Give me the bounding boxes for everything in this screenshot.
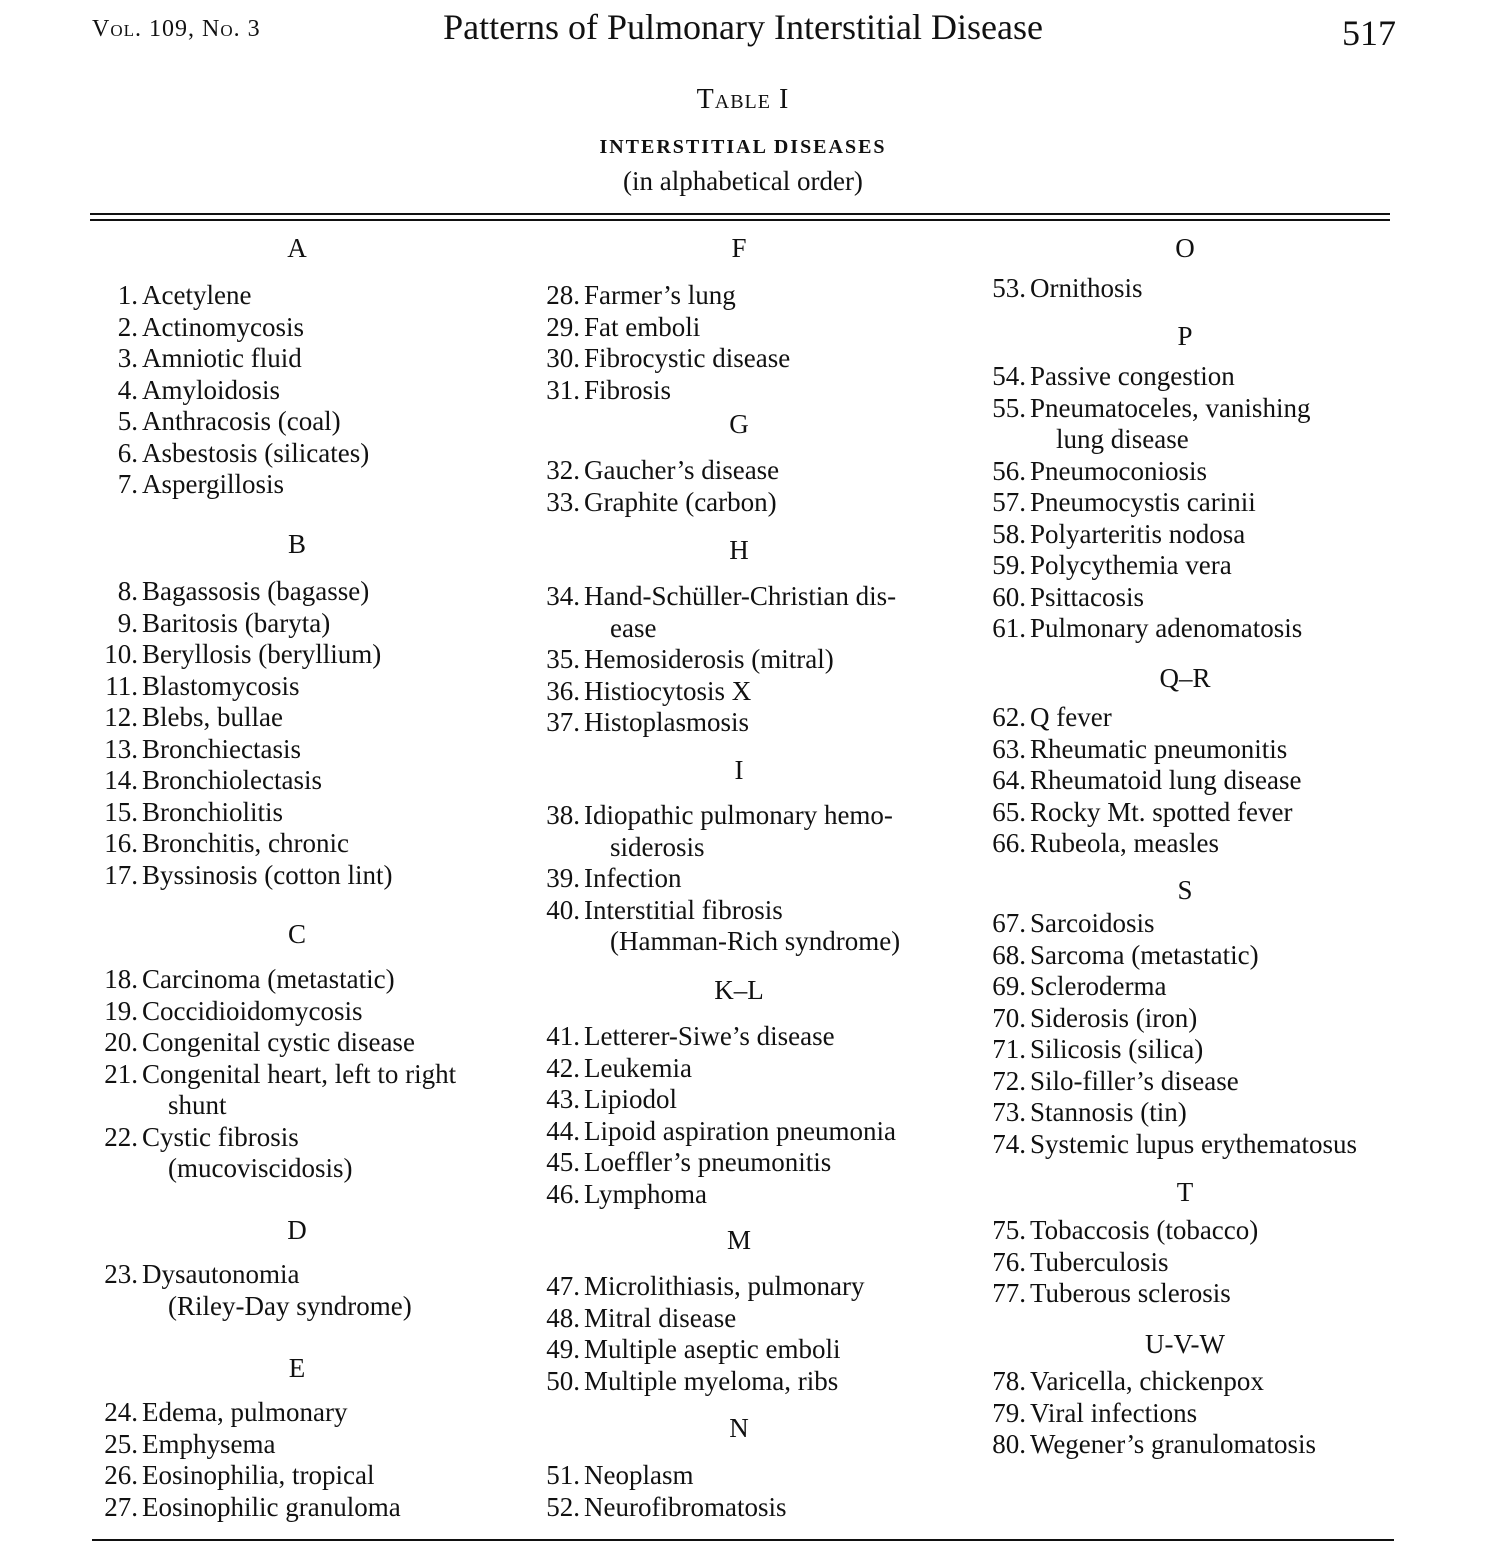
entry-name: Emphysema: [142, 1428, 276, 1459]
entry-name: Loeffler’s pneumonitis: [584, 1147, 832, 1177]
disease-entry: [534, 1460, 693, 1492]
entry-name: Amyloidosis: [142, 374, 281, 405]
section-heading: H: [729, 535, 749, 565]
disease-entry: [92, 280, 251, 312]
entry-name: Aspergillosis: [142, 469, 285, 499]
entry-name: Silo-filler’s disease: [1030, 1065, 1239, 1096]
disease-entry: [92, 671, 300, 703]
disease-entry: [980, 582, 1144, 614]
disease-entry: [92, 1059, 456, 1122]
section-heading: P: [1177, 321, 1193, 351]
entry-number: 76.: [992, 1246, 1026, 1277]
disease-entry: [534, 707, 749, 739]
entry-name: Blebs, bullae: [142, 702, 283, 732]
entry-name: Q fever: [1030, 702, 1112, 732]
disease-entry: [534, 644, 834, 676]
disease-entry: [980, 908, 1155, 940]
entry-number: 75.: [992, 1215, 1026, 1245]
entry-number: 67.: [992, 908, 1026, 938]
entry-continuation: ease: [610, 612, 657, 643]
entry-name: Infection: [584, 863, 682, 893]
entry-name: Bagassosis (bagasse): [142, 576, 370, 606]
disease-entry: [92, 469, 284, 501]
disease-entry: [534, 581, 896, 644]
entry-number: 21.: [104, 1058, 138, 1089]
entry-name: Farmer’s lung: [584, 280, 736, 310]
entry-name: Varicella, chickenpox: [1030, 1366, 1264, 1396]
entry-name: Rubeola, measles: [1030, 828, 1219, 858]
entry-number: 59.: [992, 550, 1026, 580]
entry-name: Baritosis (baryta): [142, 607, 331, 638]
entry-name: Pneumocystis carinii: [1030, 487, 1256, 517]
entry-number: 65.: [992, 796, 1026, 827]
disease-entry: [980, 393, 1310, 456]
section-heading: Q–R: [1159, 663, 1211, 693]
entry-number: 54.: [992, 361, 1026, 391]
disease-entry: [980, 1398, 1197, 1430]
entry-number: 18.: [104, 964, 138, 994]
entry-name: Idiopathic pulmonary hemo-: [584, 800, 893, 830]
entry-name: Bronchiolitis: [142, 796, 283, 827]
entry-number: 49.: [546, 1334, 580, 1364]
disease-entry: [980, 1129, 1357, 1161]
entry-name: Lipiodol: [584, 1084, 677, 1114]
entry-number: 37.: [546, 707, 580, 737]
entry-name: Byssinosis (cotton lint): [142, 859, 393, 890]
disease-entry: [92, 608, 330, 640]
entry-number: 45.: [546, 1147, 580, 1177]
entry-number: 71.: [992, 1034, 1026, 1064]
entry-number: 7.: [117, 469, 138, 499]
entry-name: Hand-Schüller-Christian dis-: [584, 581, 897, 611]
entry-number: 53.: [992, 273, 1026, 303]
entry-name: Actinomycosis: [142, 311, 304, 342]
entry-number: 78.: [992, 1366, 1026, 1396]
entry-number: 32.: [546, 455, 580, 485]
disease-entry: [534, 1366, 838, 1398]
entry-name: Gaucher’s disease: [584, 455, 780, 485]
entry-name: Acetylene: [142, 280, 252, 310]
section-heading: C: [287, 919, 306, 949]
entry-name: Bronchiectasis: [142, 733, 301, 764]
disease-entry: [980, 1003, 1197, 1035]
entry-number: 17.: [104, 859, 138, 890]
entry-number: 23.: [104, 1259, 138, 1289]
entry-name: Neurofibromatosis: [584, 1491, 787, 1522]
disease-entry: [92, 312, 304, 344]
entry-name: Ornithosis: [1030, 273, 1143, 303]
disease-entry: [92, 765, 322, 797]
disease-entry: [534, 1179, 707, 1211]
entry-number: 64.: [992, 765, 1026, 795]
disease-entry: [534, 312, 700, 344]
section-heading: D: [287, 1215, 307, 1245]
entry-number: 9.: [117, 607, 138, 638]
entry-continuation: (mucoviscidosis): [168, 1153, 353, 1183]
disease-entry: [92, 860, 393, 892]
entry-name: Blastomycosis: [142, 670, 300, 701]
entry-number: 80.: [992, 1429, 1026, 1459]
disease-entry: [534, 1334, 840, 1366]
entry-number: 24.: [104, 1397, 138, 1427]
entry-number: 57.: [992, 487, 1026, 517]
disease-entry: [980, 940, 1259, 972]
entry-number: 36.: [546, 675, 580, 706]
entry-name: Letterer-Siwe’s disease: [584, 1021, 835, 1051]
entry-name: Viral infections: [1030, 1397, 1198, 1428]
entry-number: 42.: [546, 1052, 580, 1083]
entry-name: Lymphoma: [584, 1178, 707, 1209]
entry-continuation: lung disease: [1056, 424, 1189, 454]
disease-entry: [534, 1303, 736, 1335]
section-heading: F: [731, 233, 747, 263]
section-heading: B: [287, 529, 306, 559]
entry-number: 79.: [992, 1397, 1026, 1428]
disease-entry: [534, 1021, 835, 1053]
entry-name: Hemosiderosis (mitral): [584, 644, 834, 674]
entry-number: 66.: [992, 828, 1026, 858]
entry-number: 29.: [546, 311, 580, 342]
entry-name: Leukemia: [584, 1052, 692, 1083]
disease-entry: [92, 576, 369, 608]
disease-entry: [980, 765, 1301, 797]
entry-number: 33.: [546, 486, 580, 517]
disease-entry: [980, 702, 1112, 734]
running-head-title: Patterns of Pulmonary Interstitial Disease: [443, 7, 1043, 47]
entry-name: Pneumoconiosis: [1030, 455, 1208, 486]
table-top-rule: [90, 213, 1390, 215]
disease-entry: [534, 1271, 864, 1303]
disease-entry: [92, 1122, 352, 1185]
page-number: 517: [1342, 13, 1396, 53]
entry-number: 63.: [992, 733, 1026, 764]
entry-number: 16.: [104, 828, 138, 858]
disease-entry: [92, 1429, 275, 1461]
disease-entry: [534, 1116, 896, 1148]
entry-name: Bronchitis, chronic: [142, 828, 349, 858]
disease-entry: [92, 797, 283, 829]
disease-entry: [92, 1492, 401, 1524]
section-heading: G: [729, 409, 749, 439]
disease-entry: [534, 1147, 831, 1179]
section-heading: M: [726, 1225, 751, 1255]
disease-entry: [980, 613, 1302, 645]
entry-name: Rheumatoid lung disease: [1030, 765, 1302, 795]
entry-number: 2.: [117, 311, 138, 342]
entry-name: Pneumatoceles, vanishing: [1030, 392, 1311, 423]
entry-number: 40.: [546, 894, 580, 925]
entry-name: Tuberculosis: [1030, 1246, 1169, 1277]
section-heading: A: [287, 233, 307, 263]
section-heading: E: [288, 1353, 306, 1383]
disease-entry: [980, 1097, 1187, 1129]
entry-name: Coccidioidomycosis: [142, 995, 363, 1026]
entry-name: Stannosis (tin): [1030, 1097, 1187, 1127]
disease-entry: [92, 702, 283, 734]
entry-name: Siderosis (iron): [1030, 1002, 1198, 1033]
disease-entry: [92, 964, 395, 996]
disease-entry: [92, 438, 369, 470]
disease-entry: [534, 375, 671, 407]
entry-name: Dysautonomia: [142, 1259, 300, 1289]
entry-number: 41.: [546, 1021, 580, 1051]
entry-continuation: shunt: [168, 1090, 227, 1120]
disease-entry: [92, 1027, 415, 1059]
entry-number: 31.: [546, 374, 580, 405]
entry-name: Histoplasmosis: [584, 707, 750, 737]
disease-entry: [92, 828, 349, 860]
entry-number: 8.: [117, 576, 138, 606]
disease-entry: [92, 1259, 412, 1322]
entry-name: Asbestosis (silicates): [142, 437, 370, 468]
entry-name: Bronchiolectasis: [142, 765, 322, 795]
entry-name: Multiple myeloma, ribs: [584, 1365, 839, 1396]
entry-name: Cystic fibrosis: [142, 1121, 299, 1152]
entry-number: 73.: [992, 1097, 1026, 1127]
disease-entry: [534, 1053, 692, 1085]
section-heading: K–L: [714, 975, 764, 1005]
disease-entry: [92, 343, 302, 375]
entry-number: 72.: [992, 1065, 1026, 1096]
entry-number: 3.: [117, 343, 138, 373]
entry-number: 62.: [992, 702, 1026, 732]
entry-name: Psittacosis: [1030, 581, 1145, 612]
entry-name: Mitral disease: [584, 1302, 737, 1333]
running-head-volume: Vol. 109, No. 3: [92, 16, 261, 42]
entry-name: Pulmonary adenomatosis: [1030, 613, 1303, 643]
table-subcaption: (in alphabetical order): [623, 166, 863, 196]
disease-entry: [534, 676, 751, 708]
entry-name: Wegener’s granulomatosis: [1030, 1429, 1317, 1459]
entry-number: 1.: [117, 280, 138, 310]
entry-number: 10.: [104, 639, 138, 669]
disease-entry: [92, 734, 301, 766]
entry-name: Polycythemia vera: [1030, 550, 1232, 580]
disease-entry: [92, 375, 280, 407]
entry-number: 11.: [105, 670, 138, 701]
entry-number: 15.: [104, 796, 138, 827]
entry-number: 50.: [546, 1365, 580, 1396]
entry-number: 5.: [117, 406, 138, 436]
section-heading: N: [729, 1413, 749, 1443]
entry-name: Beryllosis (beryllium): [142, 639, 382, 669]
entry-number: 38.: [546, 800, 580, 830]
entry-name: Amniotic fluid: [142, 343, 302, 373]
entry-name: Passive congestion: [1030, 361, 1235, 391]
entry-number: 58.: [992, 518, 1026, 549]
entry-name: Rheumatic pneumonitis: [1030, 733, 1288, 764]
entry-number: 60.: [992, 581, 1026, 612]
table-label: Table I: [696, 84, 790, 115]
entry-number: 44.: [546, 1115, 580, 1146]
entry-name: Sarcoidosis: [1030, 908, 1155, 938]
disease-entry: [980, 1278, 1231, 1310]
disease-entry: [980, 1366, 1264, 1398]
entry-name: Lipoid aspiration pneumonia: [584, 1115, 896, 1146]
disease-entry: [980, 1429, 1316, 1461]
entry-number: 61.: [992, 613, 1026, 643]
entry-name: Fat emboli: [584, 311, 701, 342]
entry-continuation: (Riley-Day syndrome): [168, 1290, 412, 1321]
section-heading: O: [1175, 233, 1195, 263]
entry-number: 68.: [992, 939, 1026, 970]
entry-name: Tuberous sclerosis: [1030, 1278, 1231, 1308]
section-heading: U-V-W: [1145, 1329, 1225, 1359]
disease-entry: [980, 1215, 1258, 1247]
entry-name: Scleroderma: [1030, 971, 1167, 1001]
entry-number: 19.: [104, 995, 138, 1026]
entry-name: Edema, pulmonary: [142, 1397, 348, 1427]
disease-entry: [534, 863, 681, 895]
entry-name: Rocky Mt. spotted fever: [1030, 796, 1293, 827]
disease-entry: [92, 996, 362, 1028]
entry-number: 47.: [546, 1271, 580, 1301]
entry-number: 52.: [546, 1491, 580, 1522]
entry-name: Fibrocystic disease: [584, 343, 791, 373]
entry-continuation: (Hamman-Rich syndrome): [610, 926, 901, 956]
entry-number: 14.: [104, 765, 138, 795]
disease-entry: [980, 1034, 1203, 1066]
entry-number: 34.: [546, 581, 580, 611]
disease-entry: [980, 734, 1287, 766]
entry-name: Anthracosis (coal): [142, 406, 341, 436]
section-heading: I: [734, 755, 744, 785]
entry-number: 13.: [104, 733, 138, 764]
entry-name: Carcinoma (metastatic): [142, 964, 395, 994]
disease-entry: [92, 1397, 347, 1429]
table-caption: INTERSTITIAL DISEASES: [599, 136, 887, 158]
disease-entry: [980, 361, 1235, 393]
entry-number: 48.: [546, 1302, 580, 1333]
entry-name: Neoplasm: [584, 1460, 694, 1490]
entry-number: 12.: [104, 702, 138, 732]
entry-number: 30.: [546, 343, 580, 373]
entry-name: Histiocytosis X: [584, 675, 752, 706]
disease-entry: [534, 1492, 786, 1524]
disease-entry: [92, 406, 341, 438]
entry-number: 70.: [992, 1002, 1026, 1033]
entry-name: Eosinophilia, tropical: [142, 1460, 375, 1490]
disease-entry: [980, 1247, 1169, 1279]
entry-number: 46.: [546, 1178, 580, 1209]
entry-name: Microlithiasis, pulmonary: [584, 1271, 865, 1301]
disease-entry: [534, 1084, 677, 1116]
entry-number: 39.: [546, 863, 580, 893]
disease-entry: [980, 519, 1245, 551]
table-bottom-rule: [92, 1539, 1394, 1541]
entry-number: 22.: [104, 1121, 138, 1152]
entry-number: 51.: [546, 1460, 580, 1490]
entry-number: 20.: [104, 1027, 138, 1057]
disease-entry: [980, 1066, 1239, 1098]
section-heading: S: [1177, 875, 1193, 905]
disease-entry: [980, 273, 1143, 305]
disease-entry: [534, 343, 790, 375]
table-top-rule-inner: [90, 219, 1390, 221]
entry-number: 55.: [992, 392, 1026, 423]
disease-entry: [534, 487, 777, 519]
disease-entry: [534, 455, 779, 487]
entry-number: 69.: [992, 971, 1026, 1001]
entry-name: Silicosis (silica): [1030, 1034, 1204, 1064]
disease-entry: [980, 828, 1219, 860]
entry-name: Congenital cystic disease: [142, 1027, 415, 1057]
entry-number: 28.: [546, 280, 580, 310]
entry-continuation: siderosis: [610, 831, 705, 862]
entry-number: 6.: [117, 437, 138, 468]
entry-name: Polyarteritis nodosa: [1030, 518, 1246, 549]
entry-number: 27.: [104, 1491, 138, 1522]
disease-entry: [980, 797, 1292, 829]
entry-name: Systemic lupus erythematosus: [1030, 1128, 1357, 1159]
entry-number: 77.: [992, 1278, 1026, 1308]
entry-name: Graphite (carbon): [584, 486, 777, 517]
disease-entry: [534, 895, 900, 958]
section-heading: T: [1176, 1177, 1194, 1207]
entry-name: Interstitial fibrosis: [584, 894, 783, 925]
entry-number: 35.: [546, 644, 580, 674]
disease-entry: [534, 800, 893, 863]
entry-number: 74.: [992, 1128, 1026, 1159]
entry-name: Eosinophilic granuloma: [142, 1491, 401, 1522]
entry-number: 25.: [104, 1428, 138, 1459]
disease-entry: [980, 971, 1166, 1003]
disease-entry: [534, 280, 736, 312]
entry-name: Tobaccosis (tobacco): [1030, 1215, 1259, 1245]
entry-number: 43.: [546, 1084, 580, 1114]
entry-name: Congenital heart, left to right: [142, 1058, 457, 1089]
entry-number: 26.: [104, 1460, 138, 1490]
disease-entry: [92, 639, 381, 671]
disease-entry: [980, 550, 1232, 582]
disease-entry: [92, 1460, 374, 1492]
entry-name: Fibrosis: [584, 374, 672, 405]
disease-entry: [980, 456, 1207, 488]
entry-number: 4.: [117, 374, 138, 405]
entry-number: 56.: [992, 455, 1026, 486]
entry-name: Sarcoma (metastatic): [1030, 939, 1259, 970]
entry-name: Multiple aseptic emboli: [584, 1334, 841, 1364]
disease-entry: [980, 487, 1256, 519]
